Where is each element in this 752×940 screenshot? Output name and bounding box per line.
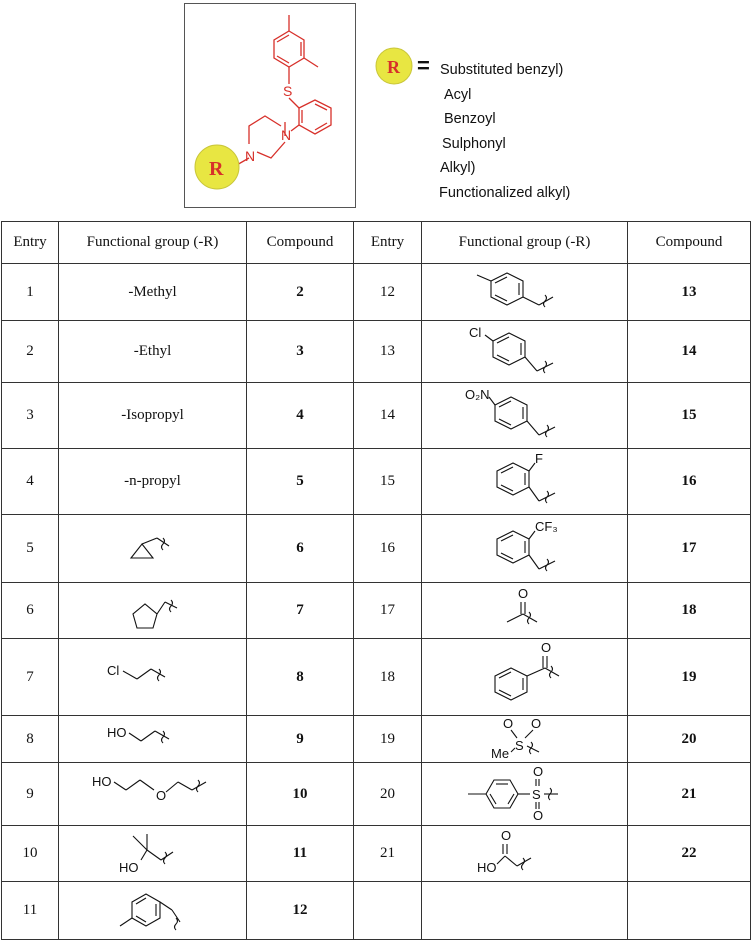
r-option: Acyl <box>444 86 472 103</box>
empty-group-cell <box>422 882 628 940</box>
compound-cell: 20 <box>628 716 751 763</box>
compounds-table <box>1 221 751 940</box>
header-functional-group: Functional group (-R) <box>422 222 628 264</box>
compound-cell: 6 <box>247 515 354 583</box>
group-structure-hydroxy-dimethylethyl <box>59 826 247 882</box>
group-structure-hydroxyethoxyethyl <box>59 763 247 826</box>
sulfur-label: S <box>531 787 541 802</box>
table-header-row <box>2 222 751 264</box>
group-structure-acetyl <box>422 583 628 639</box>
sulfonyl-oxygen-label: O <box>502 716 513 731</box>
entry-cell: 18 <box>354 639 422 716</box>
group-cell: -Methyl <box>59 264 247 321</box>
group-structure-mesyl <box>422 716 628 763</box>
group-cell: -Isopropyl <box>59 383 247 449</box>
compound-cell: 9 <box>247 716 354 763</box>
core-nitrogen-label-2: N <box>245 148 256 164</box>
entry-cell: 12 <box>354 264 422 321</box>
hydroxyl-label: HO <box>106 725 126 740</box>
trifluoromethyl-label: CF₃ <box>534 518 558 534</box>
group-structure-4-methylbenzyl <box>422 264 628 321</box>
aryl-ring-top <box>274 31 304 67</box>
compound-cell: 11 <box>247 826 354 882</box>
r-definition <box>374 46 434 86</box>
r-option: Functionalized alkyl) <box>439 184 571 201</box>
nitro-label: O₂N <box>464 386 490 402</box>
group-structure-4-chlorobenzyl <box>422 321 628 383</box>
compound-cell: 15 <box>628 383 751 449</box>
core-structure-drawing <box>185 4 357 209</box>
group-structure-2-trifluoromethylbenzyl <box>422 515 628 583</box>
table-row <box>2 763 751 826</box>
group-structure-3-methylbenzyl <box>59 882 247 940</box>
group-cell: -Ethyl <box>59 321 247 383</box>
header-entry: Entry <box>2 222 59 264</box>
compound-cell: 7 <box>247 583 354 639</box>
r-badge-core-label: R <box>209 158 224 180</box>
compound-cell: 16 <box>628 449 751 515</box>
carbonyl-oxygen-label: O <box>517 585 528 601</box>
methyl-ortho <box>304 58 318 67</box>
entry-cell: 5 <box>2 515 59 583</box>
core-structure-box <box>184 3 356 208</box>
group-structure-cyclopentylmethyl <box>59 583 247 639</box>
compound-cell: 22 <box>628 826 751 882</box>
group-structure-cyclopropylmethyl <box>59 515 247 583</box>
hydroxyl-label: HO <box>91 774 111 789</box>
compound-cell: 21 <box>628 763 751 826</box>
compound-cell: 4 <box>247 383 354 449</box>
r-option: Sulphonyl <box>442 135 506 152</box>
group-cell: -n-propyl <box>59 449 247 515</box>
core-nitrogen-label-1: N <box>281 127 292 143</box>
compound-cell: 3 <box>247 321 354 383</box>
chloro-label: Cl <box>468 324 481 340</box>
sulfonyl-oxygen-label: O <box>532 766 543 779</box>
compound-cell: 13 <box>628 264 751 321</box>
compound-cell: 14 <box>628 321 751 383</box>
carbonyl-oxygen-label: O <box>540 640 551 655</box>
core-sulfur-label: S <box>283 83 293 99</box>
chloro-label: Cl <box>106 663 119 678</box>
methyl-label: Me <box>490 746 509 761</box>
table-row <box>2 639 751 716</box>
entry-cell: 8 <box>2 716 59 763</box>
r-option: Benzoyl <box>444 111 496 127</box>
header-functional-group: Functional group (-R) <box>59 222 247 264</box>
entry-cell: 10 <box>2 826 59 882</box>
table-row <box>2 826 751 882</box>
fluoro-label: F <box>534 450 543 466</box>
entry-cell: 7 <box>2 639 59 716</box>
r-options-list <box>440 58 570 205</box>
entry-cell: 1 <box>2 264 59 321</box>
group-structure-tosyl <box>422 763 628 826</box>
header-compound: Compound <box>247 222 354 264</box>
r-badge-legend-label: R <box>387 57 400 77</box>
entry-cell: 15 <box>354 449 422 515</box>
entry-cell: 4 <box>2 449 59 515</box>
r-option: Substituted benzyl) <box>440 62 564 78</box>
table-row <box>2 515 751 583</box>
hydroxyl-label: HO <box>118 859 138 875</box>
r-option: Alkyl) <box>440 160 476 176</box>
entry-cell: 16 <box>354 515 422 583</box>
table-row <box>2 449 751 515</box>
entry-cell: 21 <box>354 826 422 882</box>
entry-cell: 13 <box>354 321 422 383</box>
sulfonyl-oxygen-label: O <box>530 716 541 731</box>
group-structure-4-nitrobenzyl <box>422 383 628 449</box>
table-row <box>2 321 751 383</box>
entry-cell: 6 <box>2 583 59 639</box>
compound-cell: 10 <box>247 763 354 826</box>
equals-sign: = <box>417 53 430 78</box>
header-compound: Compound <box>628 222 751 264</box>
table-row <box>2 264 751 321</box>
group-structure-2-hydroxyethyl <box>59 716 247 763</box>
table-row <box>2 882 751 940</box>
entry-cell: 9 <box>2 763 59 826</box>
compound-cell: 19 <box>628 639 751 716</box>
reaction-scheme <box>0 0 752 218</box>
carbonyl-oxygen-label: O <box>500 827 511 843</box>
sulfur-label: S <box>514 738 524 753</box>
aryl-ring-bottom <box>299 100 331 134</box>
table-row <box>2 716 751 763</box>
compound-cell: 18 <box>628 583 751 639</box>
entry-cell: 3 <box>2 383 59 449</box>
compound-cell <box>628 882 751 940</box>
compound-cell: 2 <box>247 264 354 321</box>
group-structure-2-fluorobenzyl <box>422 449 628 515</box>
compound-cell: 17 <box>628 515 751 583</box>
entry-cell: 20 <box>354 763 422 826</box>
compound-cell: 5 <box>247 449 354 515</box>
group-structure-2-chloroethyl <box>59 639 247 716</box>
ether-oxygen-label: O <box>155 788 166 803</box>
entry-cell: 11 <box>2 882 59 940</box>
entry-cell: 14 <box>354 383 422 449</box>
entry-cell: 19 <box>354 716 422 763</box>
entry-cell: 2 <box>2 321 59 383</box>
header-entry: Entry <box>354 222 422 264</box>
group-structure-carboxymethyl <box>422 826 628 882</box>
table-row <box>2 383 751 449</box>
compound-cell: 8 <box>247 639 354 716</box>
group-structure-benzoyl <box>422 639 628 716</box>
hydroxyl-label: HO <box>476 859 496 875</box>
entry-cell: 17 <box>354 583 422 639</box>
sulfonyl-oxygen-label: O <box>532 808 543 822</box>
table-row <box>2 583 751 639</box>
compound-cell: 12 <box>247 882 354 940</box>
entry-cell <box>354 882 422 940</box>
